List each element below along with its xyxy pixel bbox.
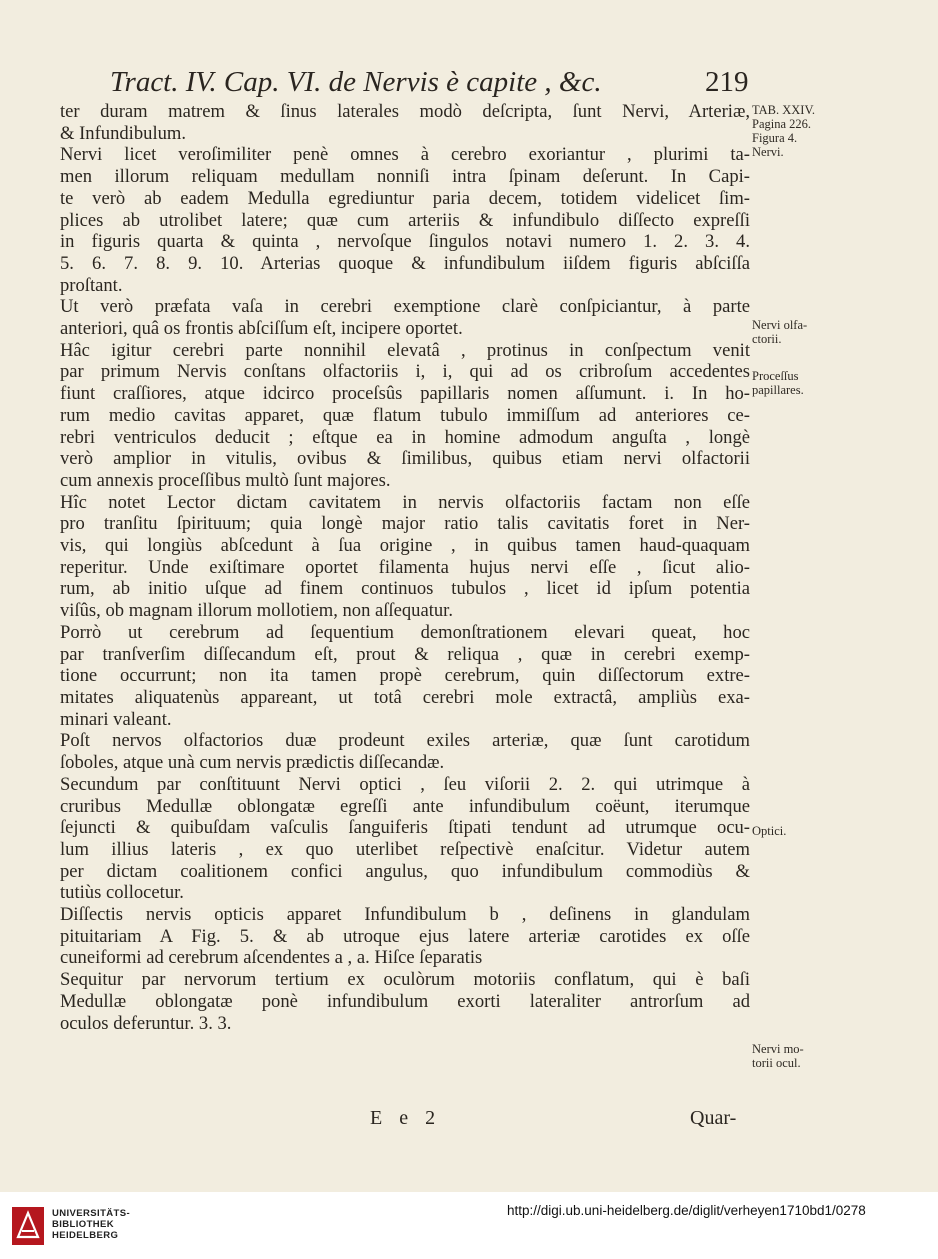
text-line: tione occurrunt; non ita tamen propè cerebrum, quin diſſectorum extre-	[60, 665, 750, 687]
text-line: Ut verò præfata vaſa in cerebri exemptione clarè conſpiciantur, à parte	[60, 296, 750, 318]
marginal-line: Pagina 226.	[752, 117, 812, 131]
text-line: ſoboles, atque unà cum nervis prædictis diſſecandæ.	[60, 752, 445, 774]
text-line: oculos deferuntur. 3. 3.	[60, 1012, 232, 1034]
text-line: vis, qui longiùs abſcedunt à ſua origine , in quibus tamen haud-quaquam	[60, 535, 750, 557]
text-line: pro tranſitu ſpirituum; quia longè major ratio talis cavitatis foret in Ner-	[60, 513, 750, 535]
text-line: fiunt craſſiores, atque idcirco proceſsûs papillaris nomen aſſumunt. i. In ho-	[60, 383, 750, 405]
paragraph	[60, 296, 750, 339]
paragraph	[60, 144, 750, 296]
text-line: pituitariam A Fig. 5. & ab utroque ejus latere arteriæ carotides ex oſſe	[60, 925, 750, 947]
marginal-line: Nervi.	[752, 145, 784, 159]
signature-mark: E e 2	[370, 1107, 442, 1129]
marginal-line: torii ocul.	[752, 1056, 801, 1070]
text-line: ſejuncti & quibuſdam vaſculis ſanguiferis ſtipati tendunt ad utrumque ocu-	[60, 817, 750, 839]
text-line: Poſt nervos olfactorios duæ prodeunt exiles arteriæ, quæ ſunt carotidum	[60, 730, 750, 752]
text-line: Hîc notet Lector dictam cavitatem in nervis olfactoriis factam non eſſe	[60, 491, 750, 513]
marginal-line: Proceſſus	[752, 369, 799, 383]
running-header	[110, 66, 760, 99]
text-line: men illorum reliquam medullam nonniſi intra ſpinam deſerunt. In Capi-	[60, 166, 750, 188]
text-line: cruribus Medullæ oblongatæ egreſſi ante infundibulum coëunt, iterumque	[60, 795, 750, 817]
text-line: Hâc igitur cerebri parte nonnihil elevatâ , protinus in conſpectum venit	[60, 339, 750, 361]
text-line: Nervi licet veroſimiliter penè omnes à cerebro exoriantur , plurimi ta-	[60, 144, 750, 166]
text-line: in figuris quarta & quinta , nervoſque ſingulos notavi numero 1. 2. 3. 4.	[60, 231, 750, 253]
paragraph	[60, 904, 750, 969]
paragraph	[60, 101, 750, 144]
text-line: verò amplior in vitulis, ovibus & ſimilibus, quibus etiam nervi olfactorii	[60, 448, 750, 470]
text-line: minari valeant.	[60, 708, 172, 730]
marginal-note-processus	[752, 369, 842, 397]
text-line: rum medio cavitas apparet, quæ flatum tubulo immiſſum ad anteriores ce-	[60, 404, 750, 426]
text-line: Secundum par conſtituunt Nervi optici , ſeu viſorii 2. 2. qui utrimque à	[60, 773, 750, 795]
text-line: cum annexis proceſſibus multò ſunt majores.	[60, 469, 391, 491]
text-line: Porrò ut cerebrum ad ſequentium demonſtrationem elevari queat, hoc	[60, 621, 750, 643]
permalink-url[interactable]: http://digi.ub.uni-heidelberg.de/diglit/verheyen1710bd1/0278	[507, 1203, 866, 1218]
marginal-line: ctorii.	[752, 332, 782, 346]
page-number: 219	[705, 66, 749, 98]
text-line: Medullæ oblongatæ ponè infundibulum exorti lateraliter antrorſum ad	[60, 990, 750, 1012]
text-line: Diſſectis nervis opticis apparet Infundibulum b , deſinens in glandulam	[60, 904, 750, 926]
text-line: tutiùs collocetur.	[60, 882, 184, 904]
text-line: rebri ventriculos deducit ; eſtque ea in homine admodum anguſta , longè	[60, 426, 750, 448]
paragraph	[60, 492, 750, 622]
paragraph	[60, 969, 750, 1034]
text-line: 5. 6. 7. 8. 9. 10. Arterias quoque & infundibulum iiſdem figuris abſciſſa	[60, 252, 750, 274]
text-line: te verò ab eadem Medulla egrediuntur paria decem, totidem videlicet ſim-	[60, 187, 750, 209]
marginal-note-optici	[752, 824, 842, 838]
university-library-logo-icon	[12, 1207, 44, 1245]
text-line: reperitur. Unde exiſtimare oportet filamenta hujus nervi eſſe , ſicut alio-	[60, 556, 750, 578]
text-line: lum illius lateris , ex quo uterlibet reſpectivè enaſcitur. Videtur autem	[60, 838, 750, 860]
paragraph	[60, 774, 750, 904]
text-line: ter duram matrem & ſinus laterales modò deſcripta, ſunt Nervi, Arteriæ,	[60, 101, 750, 122]
marginal-line: Nervi olfa-	[752, 318, 808, 332]
marginal-line: Nervi mo-	[752, 1042, 804, 1056]
text-line: mitates aliquatenùs appareant, ut totâ cerebri mole extractâ, ampliùs exa-	[60, 686, 750, 708]
text-line: rum, ab initio uſque ad finem continuos tubulos , licet id ipſum potentia	[60, 578, 750, 600]
text-line: par primum Nervis conſtans olfactoriis i, i, qui ad os cribroſum accedentes	[60, 361, 750, 383]
marginal-line: TAB. XXIV.	[752, 103, 816, 117]
text-line: per dictam coalitionem confici angulus, quo infundibulum commodiùs &	[60, 860, 750, 882]
marginal-line: papillares.	[752, 383, 804, 397]
marginal-line: Optici.	[752, 824, 787, 838]
main-text	[60, 101, 750, 1034]
marginal-note-motorii	[752, 1042, 842, 1070]
text-line: par tranſverſim diſſecandum eſt, prout & reliqua , quæ in cerebri exemp-	[60, 643, 750, 665]
text-line: plices ab utrolibet latere; quæ cum arteriis & infundibulo diſſecto expreſſi	[60, 209, 750, 231]
marginal-note-olfactorii	[752, 318, 842, 346]
library-name: UNIVERSITÄTS- BIBLIOTHEK HEIDELBERG	[52, 1208, 131, 1241]
text-line: proſtant.	[60, 274, 123, 296]
marginal-line: Figura 4.	[752, 131, 798, 145]
text-line: cuneiformi ad cerebrum aſcendentes a , a. Hiſce ſeparatis	[60, 947, 483, 969]
text-line: & Infundibulum.	[60, 122, 187, 144]
paragraph	[60, 340, 750, 492]
text-line: anteriori, quâ os frontis abſciſſum eſt, incipere oportet.	[60, 318, 463, 340]
text-line: Sequitur par nervorum tertium ex oculòrum motoriis conflatum, qui è baſi	[60, 969, 750, 991]
text-line: viſûs, ob magnam illorum mollotiem, non aſſequatur.	[60, 600, 454, 622]
marginal-note-tab	[752, 103, 842, 159]
catchword: Quar-	[690, 1107, 737, 1129]
paragraph	[60, 730, 750, 773]
paragraph	[60, 622, 750, 731]
header-title: Tract. IV. Cap. VI. de Nervis è capite , &c.	[110, 66, 602, 98]
